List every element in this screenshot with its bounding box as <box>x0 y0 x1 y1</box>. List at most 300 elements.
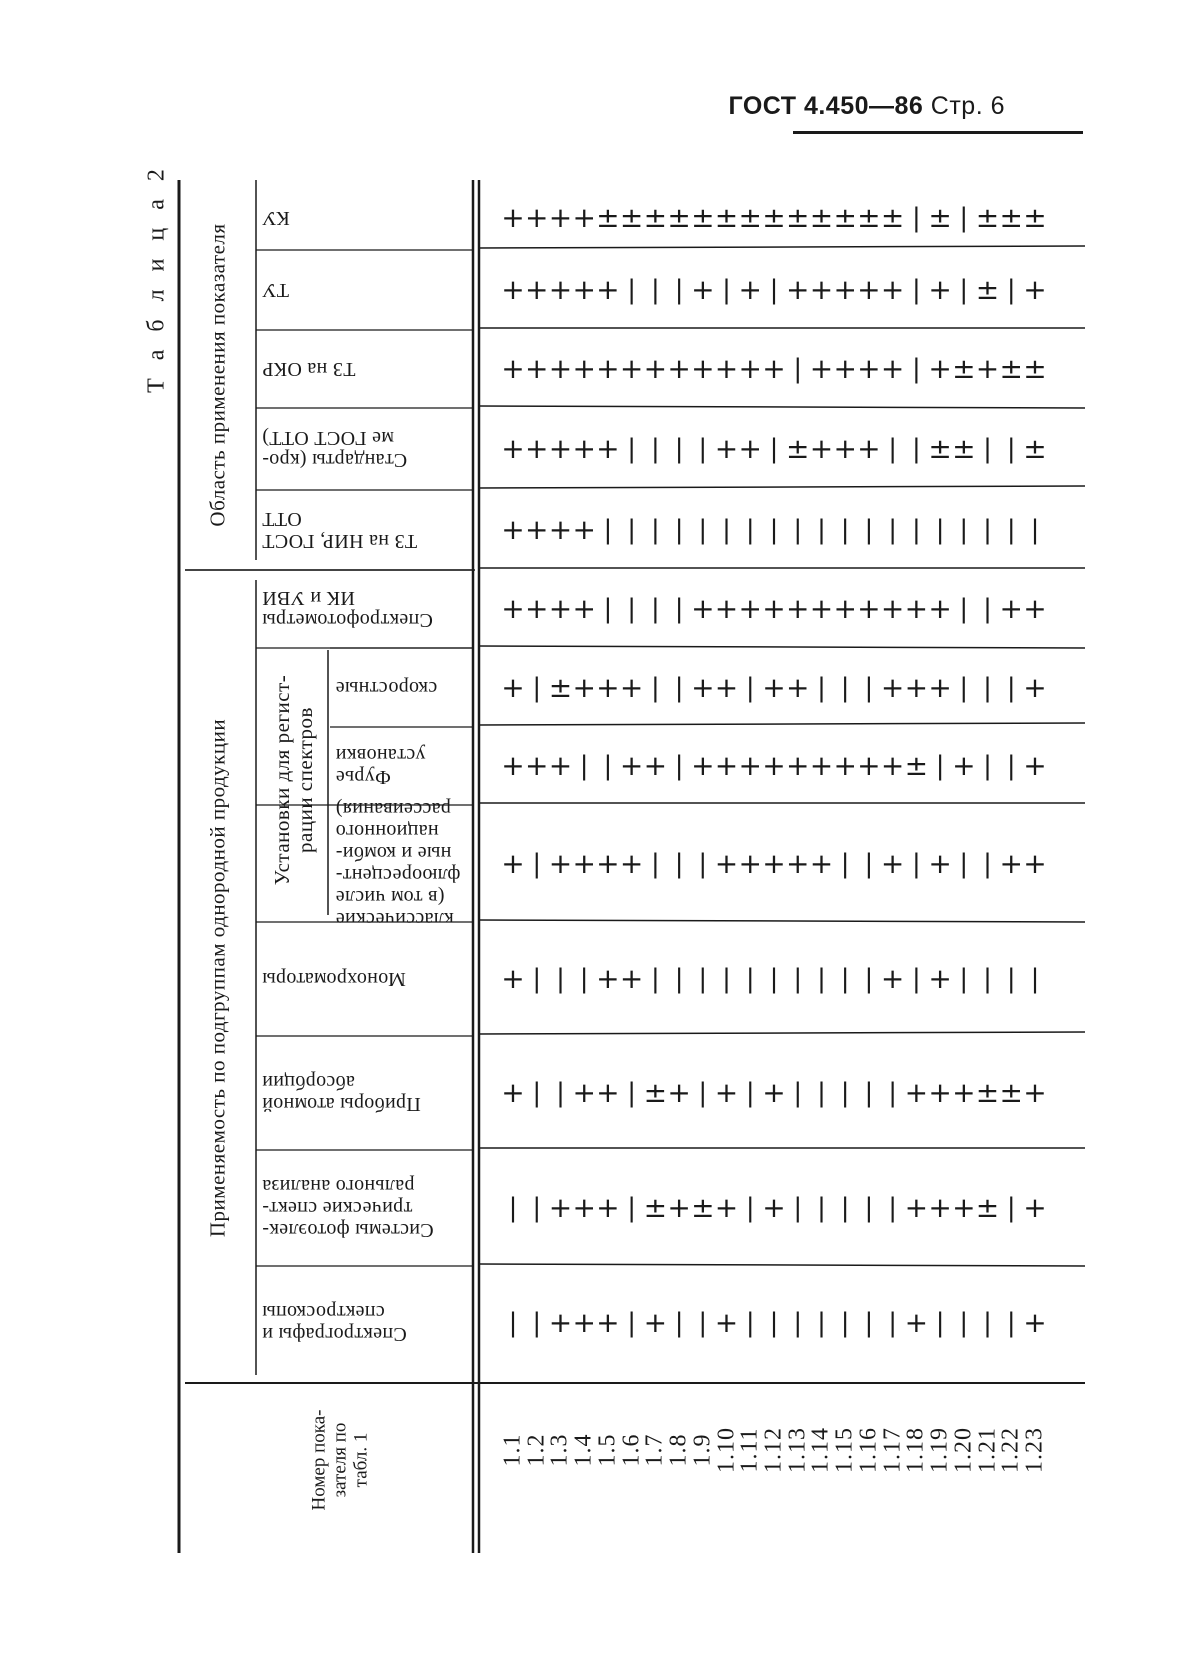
minus-mark: | <box>722 275 731 305</box>
minus-mark: | <box>983 751 992 781</box>
plus-mark: + <box>880 749 905 782</box>
minus-mark: | <box>840 1193 850 1223</box>
standard-number: ГОСТ 4.450—86 <box>728 92 924 120</box>
plus-mark: + <box>833 592 857 625</box>
minus-mark: | <box>1006 751 1016 781</box>
plus-mark: + <box>501 749 525 782</box>
plus-mark: + <box>619 846 644 880</box>
plus-mark: + <box>999 592 1023 625</box>
plus-mark: + <box>501 670 525 704</box>
minus-mark: | <box>793 354 803 384</box>
column-header-line: ИК и УВИ <box>262 587 355 609</box>
plus-mark: + <box>714 352 739 385</box>
minus-mark: | <box>745 672 755 703</box>
minus-mark: | <box>627 515 637 545</box>
plus-mark: + <box>904 1306 929 1339</box>
plus-mark: + <box>524 200 549 234</box>
plus-minus-mark: ± <box>1023 352 1047 385</box>
plus-minus-mark: ± <box>999 1076 1023 1109</box>
minus-mark: | <box>674 848 684 879</box>
plus-mark: + <box>691 670 715 704</box>
minus-mark: | <box>983 1308 992 1338</box>
minus-mark: | <box>532 848 542 879</box>
column-header-fourier <box>335 744 466 788</box>
minus-mark: | <box>508 1308 518 1338</box>
plus-minus-mark: ± <box>928 432 952 465</box>
plus-mark: + <box>904 1191 929 1224</box>
application-area-title: Область применения показателя <box>205 223 230 527</box>
minus-mark: | <box>888 1308 898 1338</box>
plus-mark: + <box>857 592 881 625</box>
minus-mark: | <box>769 1308 779 1338</box>
plus-mark: + <box>596 273 620 306</box>
minus-mark: | <box>1006 434 1016 464</box>
row-number: 1.21 <box>974 1427 1001 1473</box>
plus-mark: + <box>572 1306 596 1339</box>
plus-mark: + <box>880 352 905 385</box>
plus-minus-mark: ± <box>619 200 644 234</box>
column-header-tz_okr <box>262 358 466 380</box>
minus-mark: | <box>793 1078 803 1108</box>
plus-mark: + <box>619 670 644 704</box>
page-number: Стр. 6 <box>930 92 1005 120</box>
minus-mark: | <box>650 848 660 879</box>
minus-mark: | <box>983 848 992 879</box>
minus-mark: | <box>888 515 898 545</box>
column-header-spectrophotometers <box>262 587 466 631</box>
plus-mark: + <box>501 846 525 880</box>
plus-mark: + <box>833 273 857 306</box>
column-header-line: Спектрографы и <box>262 1323 407 1345</box>
plus-mark: + <box>785 749 810 782</box>
plus-mark: + <box>548 1191 573 1224</box>
plus-mark: + <box>738 352 762 385</box>
plus-mark: + <box>952 1191 976 1224</box>
column-separator-right <box>479 1032 1085 1034</box>
row-number: 1.14 <box>807 1427 834 1473</box>
plus-mark: + <box>785 670 810 704</box>
plus-mark: + <box>572 273 596 306</box>
minus-mark: | <box>698 515 708 545</box>
minus-mark: | <box>674 751 684 781</box>
minus-mark: | <box>911 434 921 464</box>
minus-mark: | <box>888 1193 898 1223</box>
plus-mark: + <box>999 846 1023 880</box>
row-number: 1.6 <box>618 1433 645 1467</box>
column-header-line: КУ <box>262 206 290 229</box>
minus-mark: | <box>769 275 779 305</box>
minus-mark: | <box>603 594 613 624</box>
column-header-tz_nir <box>262 508 466 552</box>
plus-mark: + <box>1023 1306 1047 1339</box>
row-number: 1.2 <box>523 1433 550 1467</box>
column-header-line: рассеивания) <box>335 797 451 820</box>
column-separator-right <box>479 646 1085 648</box>
minus-mark: | <box>627 594 637 624</box>
minus-mark: | <box>532 1308 542 1338</box>
plus-mark: + <box>928 846 952 880</box>
plus-mark: + <box>548 200 573 234</box>
column-header-line: рального анализа <box>262 1175 415 1197</box>
minus-mark: | <box>674 434 684 464</box>
minus-mark: | <box>1006 1193 1016 1223</box>
plus-mark: + <box>809 273 834 306</box>
minus-mark: | <box>864 672 874 703</box>
plus-mark: + <box>596 962 620 995</box>
minus-mark: | <box>745 1193 755 1223</box>
row-number: 1.15 <box>831 1427 858 1473</box>
minus-mark: | <box>983 964 992 994</box>
minus-mark: | <box>1006 964 1016 994</box>
column-header-tu <box>262 279 466 301</box>
plus-minus-mark: ± <box>857 200 881 234</box>
column-header-ku <box>262 207 466 229</box>
plus-mark: + <box>1023 846 1047 880</box>
plus-mark: + <box>524 513 549 546</box>
plus-mark: + <box>738 592 762 625</box>
plus-mark: + <box>738 432 762 465</box>
minus-mark: | <box>959 964 969 994</box>
minus-mark: | <box>650 672 660 703</box>
minus-mark: | <box>674 275 684 305</box>
plus-mark: + <box>714 1076 739 1109</box>
minus-mark: | <box>911 848 921 879</box>
minus-mark: | <box>1030 515 1040 545</box>
minus-mark: | <box>650 275 660 305</box>
plus-mark: + <box>857 749 881 782</box>
plus-mark: + <box>572 846 596 880</box>
plus-minus-mark: ± <box>904 749 929 782</box>
plus-mark: + <box>857 432 881 465</box>
plus-mark: + <box>643 1306 668 1339</box>
plus-minus-mark: ± <box>880 200 905 234</box>
plus-mark: + <box>762 1076 786 1109</box>
minus-mark: | <box>627 1078 637 1108</box>
plus-mark: + <box>809 846 834 880</box>
minus-mark: | <box>532 672 542 703</box>
plus-mark: + <box>1023 1191 1047 1224</box>
column-header-line: национного <box>335 819 439 842</box>
minus-mark: | <box>911 354 921 384</box>
plus-mark: + <box>548 273 573 306</box>
minus-mark: | <box>935 751 945 781</box>
minus-mark: | <box>508 1193 518 1223</box>
minus-mark: | <box>817 515 826 545</box>
plus-mark: + <box>667 1076 691 1109</box>
minus-mark: | <box>1006 672 1016 703</box>
column-header-line: ОТТ <box>262 508 302 530</box>
column-header-standards <box>262 427 466 471</box>
plus-mark: + <box>738 749 762 782</box>
minus-mark: | <box>959 848 969 879</box>
plus-minus-mark: ± <box>714 200 739 234</box>
plus-mark: + <box>548 592 573 625</box>
plus-mark: + <box>880 962 905 995</box>
column-header-line: Системы фотоэлек- <box>262 1219 434 1241</box>
plus-mark: + <box>762 749 786 782</box>
plus-mark: + <box>904 1076 929 1109</box>
plus-mark: + <box>952 749 976 782</box>
plus-mark: + <box>501 273 525 306</box>
plus-mark: + <box>928 592 952 625</box>
minus-mark: | <box>935 515 945 545</box>
number-header-line: зателя по <box>329 1422 351 1498</box>
plus-mark: + <box>524 273 549 306</box>
plus-mark: + <box>833 352 857 385</box>
minus-mark: | <box>1006 515 1016 545</box>
minus-mark: | <box>674 672 684 703</box>
plus-mark: + <box>762 670 786 704</box>
minus-mark: | <box>840 515 850 545</box>
plus-mark: + <box>667 1191 691 1224</box>
row-number: 1.17 <box>879 1427 906 1473</box>
plus-mark: + <box>501 513 525 546</box>
plus-mark: + <box>596 1076 620 1109</box>
plus-mark: + <box>785 273 810 306</box>
plus-mark: + <box>880 670 905 704</box>
minus-mark: | <box>650 515 660 545</box>
plus-mark: + <box>809 432 834 465</box>
plus-mark: + <box>691 592 715 625</box>
plus-mark: + <box>501 200 525 234</box>
plus-mark: + <box>738 846 762 880</box>
registration-group-title <box>271 675 317 886</box>
minus-mark: | <box>793 515 803 545</box>
column-header-line: абсорбции <box>262 1071 355 1093</box>
minus-mark: | <box>745 1078 755 1108</box>
plus-mark: + <box>785 592 810 625</box>
minus-mark: | <box>627 1308 637 1338</box>
plus-mark: + <box>762 352 786 385</box>
minus-mark: | <box>911 275 921 305</box>
plus-mark: + <box>572 200 596 234</box>
column-header-line: спектроскопы <box>262 1301 385 1323</box>
plus-mark: + <box>667 352 691 385</box>
minus-mark: | <box>627 1193 637 1223</box>
minus-mark: | <box>911 964 921 994</box>
plus-mark: + <box>596 352 620 385</box>
plus-mark: + <box>714 670 739 704</box>
plus-minus-mark: ± <box>952 352 976 385</box>
minus-mark: | <box>888 434 898 464</box>
plus-mark: + <box>572 1191 596 1224</box>
plus-mark: + <box>1023 273 1047 306</box>
plus-mark: + <box>548 352 573 385</box>
minus-mark: | <box>532 964 542 994</box>
plus-mark: + <box>572 1076 596 1109</box>
minus-mark: | <box>793 964 803 994</box>
plus-mark: + <box>501 352 525 385</box>
minus-mark: | <box>745 515 755 545</box>
row-number: 1.7 <box>641 1433 668 1467</box>
plus-mark: + <box>857 273 881 306</box>
minus-mark: | <box>579 751 589 781</box>
plus-mark: + <box>833 432 857 465</box>
plus-mark: + <box>643 352 668 385</box>
column-header-line: классические <box>335 907 454 930</box>
plus-mark: + <box>596 1306 620 1339</box>
minus-mark: | <box>627 275 637 305</box>
plus-minus-mark: ± <box>762 200 786 234</box>
plus-minus-mark: ± <box>548 670 573 704</box>
minus-mark: | <box>864 964 874 994</box>
row-number: 1.23 <box>1021 1427 1048 1473</box>
minus-mark: | <box>603 515 613 545</box>
minus-mark: | <box>864 848 874 879</box>
plus-mark: + <box>524 592 549 625</box>
plus-mark: + <box>548 1306 573 1339</box>
row-number: 1.4 <box>570 1433 597 1467</box>
plus-mark: + <box>833 749 857 782</box>
column-header-line: Монохроматоры <box>262 968 406 990</box>
plus-mark: + <box>572 513 596 546</box>
row-number: 1.18 <box>902 1427 929 1473</box>
plus-mark: + <box>501 962 525 995</box>
minus-mark: | <box>1006 275 1016 305</box>
number-header <box>309 1410 372 1511</box>
column-header-monochromators <box>262 968 466 990</box>
plus-mark: + <box>714 846 739 880</box>
plus-mark: + <box>809 749 834 782</box>
minus-mark: | <box>698 848 708 879</box>
plus-mark: + <box>691 749 715 782</box>
minus-mark: | <box>556 1078 565 1108</box>
minus-mark: | <box>793 1308 803 1338</box>
plus-mark: + <box>762 592 786 625</box>
plus-minus-mark: ± <box>975 1191 1000 1224</box>
minus-mark: | <box>817 1193 826 1223</box>
plus-minus-mark: ± <box>785 432 810 465</box>
plus-mark: + <box>785 846 810 880</box>
plus-minus-mark: ± <box>643 1191 668 1224</box>
plus-minus-mark: ± <box>952 432 976 465</box>
plus-mark: + <box>524 432 549 465</box>
minus-mark: | <box>745 1308 755 1338</box>
plus-mark: + <box>1023 1076 1047 1109</box>
column-separator-right <box>479 406 1085 408</box>
minus-mark: | <box>840 1078 850 1108</box>
minus-mark: | <box>959 515 969 545</box>
applicability-title: Применяемость по подгруппам однородной продукции <box>205 718 230 1238</box>
number-header-line: табл. 1 <box>350 1432 372 1488</box>
row-number: 1.3 <box>546 1433 573 1467</box>
plus-mark: + <box>1023 592 1047 625</box>
plus-minus-mark: ± <box>667 200 691 234</box>
plus-mark: + <box>762 1191 786 1224</box>
minus-mark: | <box>959 672 969 703</box>
column-separator-right <box>479 486 1085 488</box>
row-number: 1.8 <box>665 1433 692 1467</box>
minus-mark: | <box>698 964 708 994</box>
minus-mark: | <box>817 1308 826 1338</box>
plus-mark: + <box>501 592 525 625</box>
column-header-line: ТЗ на ОКР <box>262 358 356 380</box>
plus-mark: + <box>548 432 573 465</box>
plus-mark: + <box>691 273 715 306</box>
plus-minus-mark: ± <box>999 352 1023 385</box>
minus-mark: | <box>722 515 731 545</box>
minus-mark: | <box>674 964 684 994</box>
column-header-line: ТЗ на НИР, ГОСТ <box>262 530 418 552</box>
plus-mark: + <box>762 846 786 880</box>
plus-mark: + <box>619 962 644 995</box>
table-title: Т а б л и ц а 2 <box>143 163 170 393</box>
column-header-spectrographs <box>262 1301 466 1345</box>
column-header-line: Спектрофотометры <box>262 609 433 631</box>
plus-minus-mark: ± <box>1023 432 1047 465</box>
minus-mark: | <box>864 1308 874 1338</box>
plus-mark: + <box>928 352 952 385</box>
column-header-line: Фурье <box>335 766 391 788</box>
minus-mark: | <box>603 751 613 781</box>
minus-mark: | <box>650 594 660 624</box>
plus-mark: + <box>596 432 620 465</box>
minus-mark: | <box>698 434 708 464</box>
row-number: 1.12 <box>760 1427 787 1473</box>
plus-minus-mark: ± <box>691 1191 715 1224</box>
minus-mark: | <box>627 434 637 464</box>
plus-mark: + <box>1023 670 1047 704</box>
plus-mark: + <box>524 749 549 782</box>
plus-mark: + <box>548 513 573 546</box>
plus-minus-mark: ± <box>738 200 762 234</box>
minus-mark: | <box>983 515 992 545</box>
minus-mark: | <box>793 1193 803 1223</box>
column-header-photoelectric <box>262 1175 466 1241</box>
plus-minus-mark: ± <box>833 200 857 234</box>
minus-mark: | <box>650 964 660 994</box>
column-header-line: Стандарты (кро- <box>262 449 408 471</box>
minus-mark: | <box>840 672 850 703</box>
minus-mark: | <box>817 964 826 994</box>
column-header-high_speed <box>335 677 466 699</box>
minus-mark: | <box>817 672 826 703</box>
plus-mark: + <box>1023 749 1047 782</box>
minus-mark: | <box>959 275 969 305</box>
minus-mark: | <box>769 964 779 994</box>
column-separator-right <box>479 246 1085 248</box>
minus-mark: | <box>983 594 992 624</box>
minus-mark: | <box>745 964 755 994</box>
column-header-line: (в том числе <box>335 885 444 908</box>
column-separator-right <box>479 920 1085 922</box>
plus-mark: + <box>714 432 739 465</box>
minus-mark: | <box>674 515 684 545</box>
minus-mark: | <box>983 672 992 703</box>
plus-minus-mark: ± <box>975 273 1000 306</box>
minus-mark: | <box>864 1078 874 1108</box>
minus-mark: | <box>722 964 731 994</box>
column-header-line: ные и комби- <box>335 841 451 864</box>
plus-mark: + <box>809 592 834 625</box>
minus-mark: | <box>1030 964 1040 994</box>
column-header-line: флюоресцент- <box>335 863 460 886</box>
row-number: 1.5 <box>594 1433 621 1467</box>
row-number: 1.13 <box>784 1427 811 1473</box>
row-number: 1.10 <box>713 1427 740 1473</box>
column-header-line: установки <box>335 744 426 766</box>
plus-mark: + <box>880 846 905 880</box>
plus-mark: + <box>857 352 881 385</box>
plus-minus-mark: ± <box>809 200 834 234</box>
plus-mark: + <box>928 273 952 306</box>
plus-mark: + <box>714 749 739 782</box>
minus-mark: | <box>532 1078 542 1108</box>
column-header-classical <box>335 798 466 930</box>
minus-mark: | <box>935 1308 945 1338</box>
column-header-line: ТУ <box>262 279 289 301</box>
plus-mark: + <box>619 749 644 782</box>
